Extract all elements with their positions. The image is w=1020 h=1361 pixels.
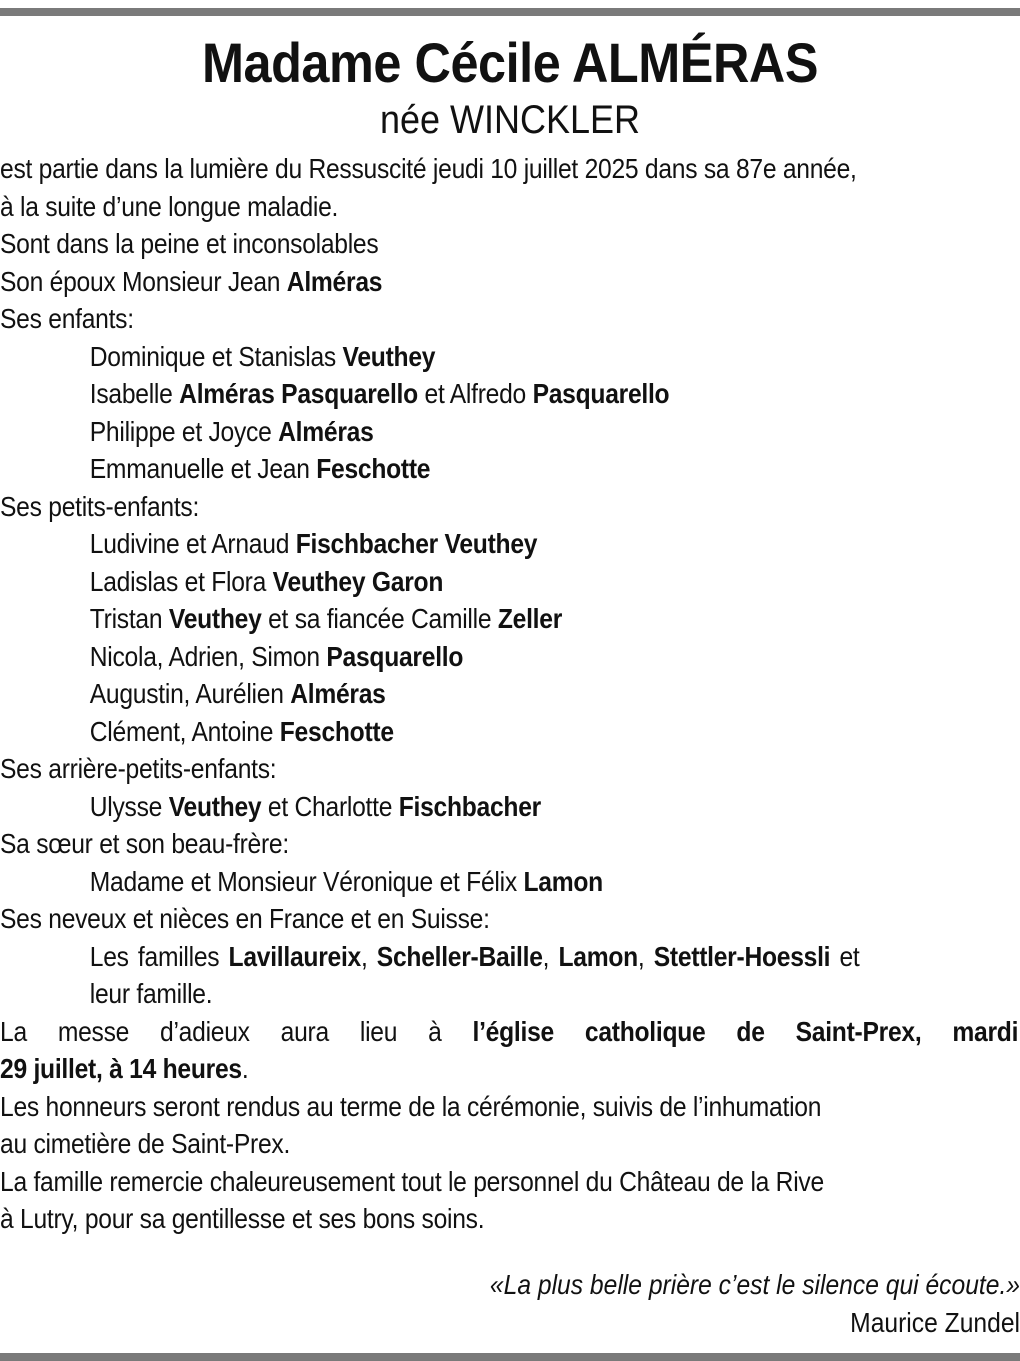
child-line: [0, 413, 898, 451]
names: Emmanuelle et Jean: [89, 453, 317, 484]
bottom-rule: [0, 1353, 1020, 1361]
spouse-line: [0, 263, 898, 301]
grandchild-line: [0, 638, 898, 676]
names: Augustin, Aurélien: [89, 678, 291, 709]
surname: Alméras Pasquarello: [179, 378, 418, 409]
deceased-name: Madame Cécile ALMÉRAS: [201, 31, 819, 94]
surname: Alméras: [290, 678, 386, 709]
obituary-notice: [0, 30, 1020, 1238]
surname: Feschotte: [279, 715, 394, 747]
children-label: Ses enfants:: [0, 303, 134, 334]
sibling-label: Sa sœur et son beau-frère:: [0, 828, 289, 859]
names: Ladislas et Flora: [89, 565, 273, 597]
surname: Veuthey Garon: [272, 565, 444, 597]
quote-author: Maurice Zundel: [850, 1306, 1020, 1338]
grandchild-line: [0, 713, 898, 751]
names: Les familles: [89, 940, 229, 972]
surname: Stettler-Hoessli: [653, 940, 831, 972]
ceremony-line-2: [0, 1050, 898, 1088]
closing-quote: [0, 1266, 1020, 1341]
families-line-1: [0, 938, 898, 976]
great-grandchild-line: [0, 788, 898, 826]
notice-body: [0, 150, 1020, 1238]
grandchildren-label: Ses petits-enfants:: [0, 490, 200, 522]
spouse-prefix: Son époux Monsieur Jean: [0, 265, 287, 297]
surname: Feschotte: [316, 453, 431, 484]
names: Clément, Antoine: [89, 715, 280, 747]
thanks-line-2: à Lutry, pour sa gentillesse et ses bons soins.: [0, 1203, 485, 1234]
honors-line-2: au cimetière de Saint-Prex.: [0, 1128, 291, 1159]
names: et sa fiancée Camille: [261, 603, 498, 634]
sibling-line: [0, 863, 898, 901]
separator: ,: [360, 940, 377, 972]
spouse-surname: Alméras: [286, 265, 383, 297]
names: Isabelle: [89, 378, 180, 409]
surname: Lamon: [523, 865, 603, 897]
top-rule: [0, 8, 1020, 16]
child-line: [0, 375, 898, 413]
surname: Veuthey: [168, 790, 262, 822]
surname: Lavillaureix: [228, 940, 361, 972]
honors-line-1: Les honneurs seront rendus au terme de la cérémonie, suivis de l’inhumation: [0, 1090, 822, 1122]
names: et Charlotte: [261, 790, 399, 822]
surname: Pasquarello: [532, 378, 670, 409]
names: Nicola, Adrien, Simon: [89, 640, 327, 672]
names: et: [830, 940, 860, 972]
quote-text: «La plus belle prière c’est le silence qui écoute.»: [489, 1269, 1020, 1300]
surname: Scheller-Baille: [376, 940, 543, 972]
names: Madame et Monsieur Véronique et Félix: [89, 865, 524, 897]
intro-line-2: à la suite d’une longue maladie.: [0, 190, 339, 222]
surname: Veuthey: [168, 603, 262, 634]
great-grandchildren-label: Ses arrière-petits-enfants:: [0, 753, 277, 784]
names: Ludivine et Arnaud: [89, 528, 296, 559]
surname: Fischbacher Veuthey: [295, 528, 538, 559]
names: Tristan: [89, 603, 169, 634]
punctuation: .: [241, 1053, 249, 1084]
ceremony-line-1: [0, 1013, 1018, 1051]
names: Philippe et Joyce: [89, 415, 279, 447]
child-line: [0, 450, 898, 488]
surname: Veuthey: [342, 340, 436, 372]
surname: Zeller: [497, 603, 563, 634]
maiden-name: née WINCKLER: [379, 98, 641, 142]
grandchild-line: [0, 525, 898, 563]
intro-line-1: est partie dans la lumière du Ressuscité jeudi 10 juillet 2025 dans sa 87e année,: [0, 153, 857, 184]
surname: Pasquarello: [326, 640, 464, 672]
grandchild-line: [0, 600, 898, 638]
surname: Fischbacher: [398, 790, 541, 822]
grandchild-line: [0, 563, 898, 601]
separator: ,: [637, 940, 654, 972]
ceremony-text: La messe d’adieux aura lieu à: [0, 1015, 473, 1047]
names: et Alfredo: [417, 378, 533, 409]
families-line-2: leur famille.: [89, 978, 213, 1009]
child-line: [0, 338, 898, 376]
names: Ulysse: [89, 790, 169, 822]
thanks-line-1: La famille remercie chaleureusement tout le personnel du Château de la Rive: [0, 1165, 824, 1197]
ceremony-place: l’église catholique de Saint-Prex, mardi: [472, 1015, 1019, 1047]
names: Dominique et Stanislas: [89, 340, 343, 372]
grandchild-line: [0, 675, 898, 713]
surname: Lamon: [558, 940, 638, 972]
surname: Alméras: [278, 415, 374, 447]
nephews-label: Ses neveux et nièces en France et en Suisse:: [0, 903, 490, 934]
ceremony-datetime: 29 juillet, à 14 heures: [0, 1053, 242, 1084]
mourners-intro: Sont dans la peine et inconsolables: [0, 228, 379, 259]
separator: ,: [542, 940, 559, 972]
